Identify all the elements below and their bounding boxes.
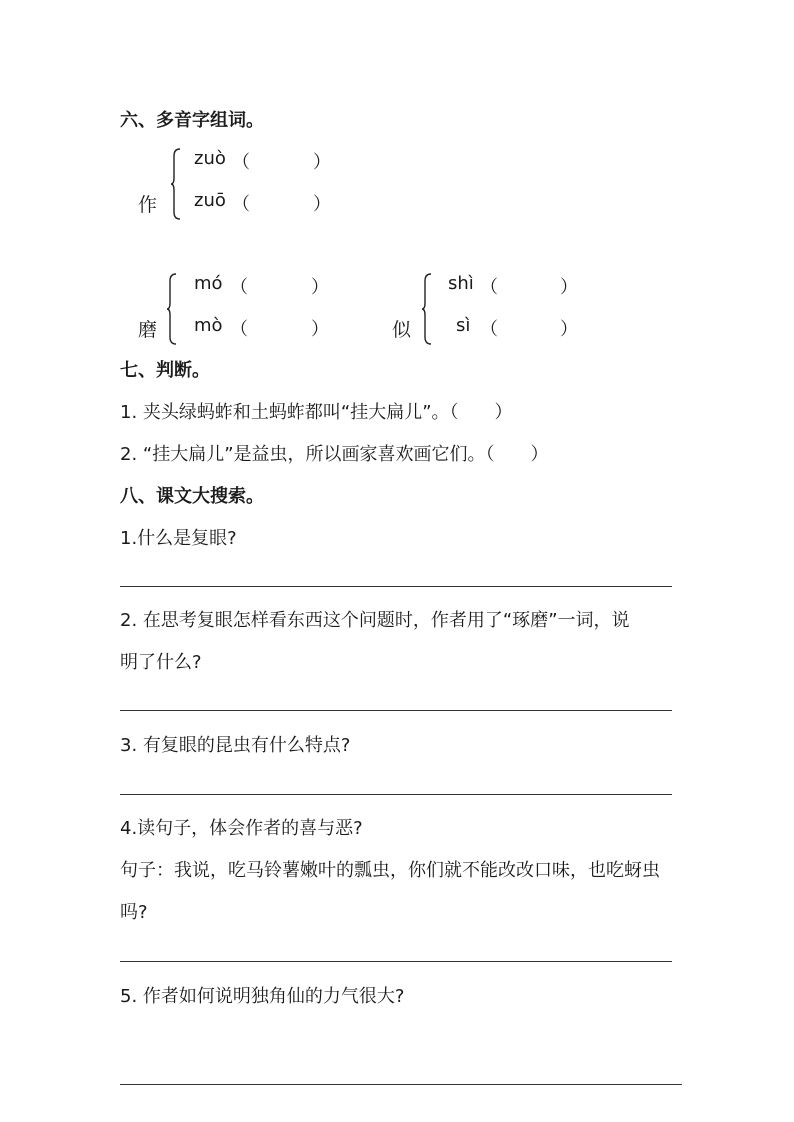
pinyin: zuò	[194, 148, 226, 169]
open-paren: （	[480, 319, 498, 340]
brace-icon	[166, 273, 176, 345]
polyphone-char: 作	[138, 194, 158, 216]
section-6-heading: 六、多音字组词。	[120, 110, 264, 131]
section-8-heading: 八、课文大搜索。	[120, 486, 264, 507]
question-4-sentence-line-2: 吗?	[120, 902, 148, 923]
question-2-line-2: 明了什么?	[120, 652, 202, 673]
close-paren: ）	[311, 319, 329, 340]
open-paren: （	[230, 319, 248, 340]
open-paren: （	[232, 152, 250, 173]
close-paren: ）	[560, 277, 578, 298]
brace-icon	[170, 148, 180, 220]
question-4-sentence-line-1: 句子：我说，吃马铃薯嫩叶的瓢虫，你们就不能改改口味，也吃蚜虫	[120, 860, 660, 881]
close-paren: ）	[560, 319, 578, 340]
question-1: 1.什么是复眼?	[120, 528, 237, 549]
judgment-item: 1. 夹头绿蚂蚱和土蚂蚱都叫“挂大扁儿”。（ ）	[120, 402, 513, 423]
judgment-item: 2. “挂大扁儿”是益虫，所以画家喜欢画它们。（ ）	[120, 444, 549, 465]
pinyin: zuō	[194, 190, 226, 211]
pinyin: shì	[448, 273, 474, 294]
question-3: 3. 有复眼的昆虫有什么特点?	[120, 735, 351, 756]
section-7-heading: 七、判断。	[120, 360, 210, 381]
close-paren: ）	[313, 194, 331, 215]
polyphone-char: 似	[392, 319, 412, 341]
answer-line	[120, 961, 672, 962]
close-paren: ）	[313, 152, 331, 173]
pinyin: mó	[194, 273, 223, 294]
question-5: 5. 作者如何说明独角仙的力气很大?	[120, 986, 405, 1007]
question-4: 4.读句子，体会作者的喜与恶?	[120, 818, 363, 839]
open-paren: （	[232, 194, 250, 215]
brace-icon	[421, 273, 431, 345]
close-paren: ）	[311, 277, 329, 298]
polyphone-char: 磨	[138, 319, 158, 341]
answer-line	[120, 710, 672, 711]
pinyin: sì	[456, 315, 471, 336]
answer-line	[120, 794, 672, 795]
open-paren: （	[230, 277, 248, 298]
open-paren: （	[480, 277, 498, 298]
answer-line	[120, 586, 672, 587]
question-2-line-1: 2. 在思考复眼怎样看东西这个问题时，作者用了“琢磨”一词，说	[120, 610, 630, 631]
answer-line	[120, 1084, 682, 1085]
pinyin: mò	[194, 315, 223, 336]
